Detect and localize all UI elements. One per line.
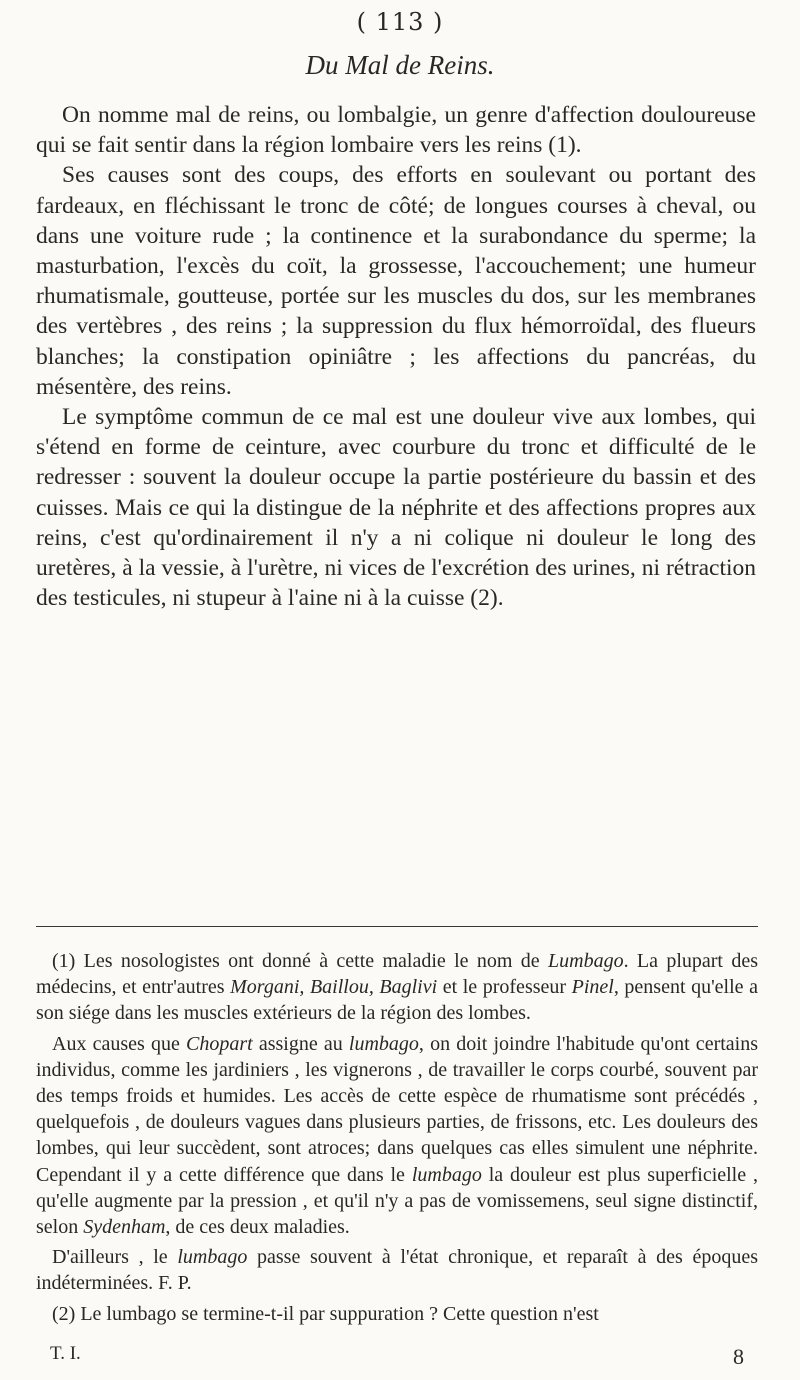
main-text bbox=[36, 100, 756, 613]
paragraph-definition: On nomme mal de reins, ou lombalgie, un genre d'affection douloureuse qui se fait sentir dans la région lombaire vers les reins (1). bbox=[36, 102, 756, 159]
paragraph-causes: Ses causes sont des coups, des efforts en soulevant ou portant des fardeaux, en fléchissant le tronc de côté; de longues courses à cheval, ou dans une voiture rude ; la continence et la surabondance du sperme; la masturbation, l'excès du coït, la grossesse, l'accouchement; une humeur rhumatismale, goutteuse, portée sur les muscles du dos, sur les membranes des vertèbres , des reins ; la suppression du flux hémorroïdal, des flueurs blanches; la constipation opiniâtre ; les affections du pancréas, du mésentère, des reins. bbox=[36, 162, 756, 400]
gathering-number: 8 bbox=[733, 1344, 744, 1369]
signature-mark: T. I. bbox=[50, 1343, 81, 1364]
footnotes bbox=[36, 948, 758, 1327]
paragraph-symptoms: Le symptôme commun de ce mal est une douleur vive aux lombes, qui s'étend en forme de ceinture, avec courbure du tronc et difficulté de le redresser : souvent la douleur occupe la partie postérieure du bassin et des cuisses. Mais ce qui la distingue de la néphrite et des affections propres aux reins, c'est qu'ordinairement il n'y a ni colique ni douleur le long des uretères, à la vessie, à l'urètre, ni vices de l'excrétion des urines, ni rétraction des testicules, ni stupeur à l'aine ni à la cuisse (2). bbox=[36, 404, 756, 612]
footnote-2: (2) Le lumbago se termine-t-il par suppuration ? Cette question n'est bbox=[52, 1302, 599, 1325]
footnote-1: (1) Les nosologistes ont donné à cette maladie le nom de Lumbago. La plupart des médecins, et entr'autres Morgani, Baillou, Baglivi et le professeur Pinel, pensent qu'elle a son siége dans les muscles extérieurs de la région des lombes. bbox=[36, 950, 758, 1025]
chapter-title: Du Mal de Reins. bbox=[305, 50, 495, 80]
footnote-divider bbox=[36, 926, 758, 927]
footnote-1-continued: Aux causes que Chopart assigne au lumbago, on doit joindre l'habitude qu'ont certains individus, comme les jardiniers , les vignerons , de travailler le corps courbé, souvent par des temps froids et humides. Les accès de cette espèce de rhumatisme sont précédés , quelquefois , de douleurs vagues dans plusieurs parties, de frissons, etc. Les douleurs des lombes, qui leur succèdent, sont atroces; dans quelques cas elles simulent une néphrite. Cependant il y a cette différence que dans le lumbago la douleur est plus superficielle , qu'elle augmente par la pression , et qu'il n'y a pas de vomissemens, seul signe distinctif, selon Sydenham, de ces deux maladies. bbox=[36, 1032, 758, 1239]
page-number: ( 113 ) bbox=[356, 8, 444, 36]
footnote-1-ending: D'ailleurs , le lumbago passe souvent à l'état chronique, et reparaît à des époques indéterminées. F. P. bbox=[36, 1246, 759, 1295]
